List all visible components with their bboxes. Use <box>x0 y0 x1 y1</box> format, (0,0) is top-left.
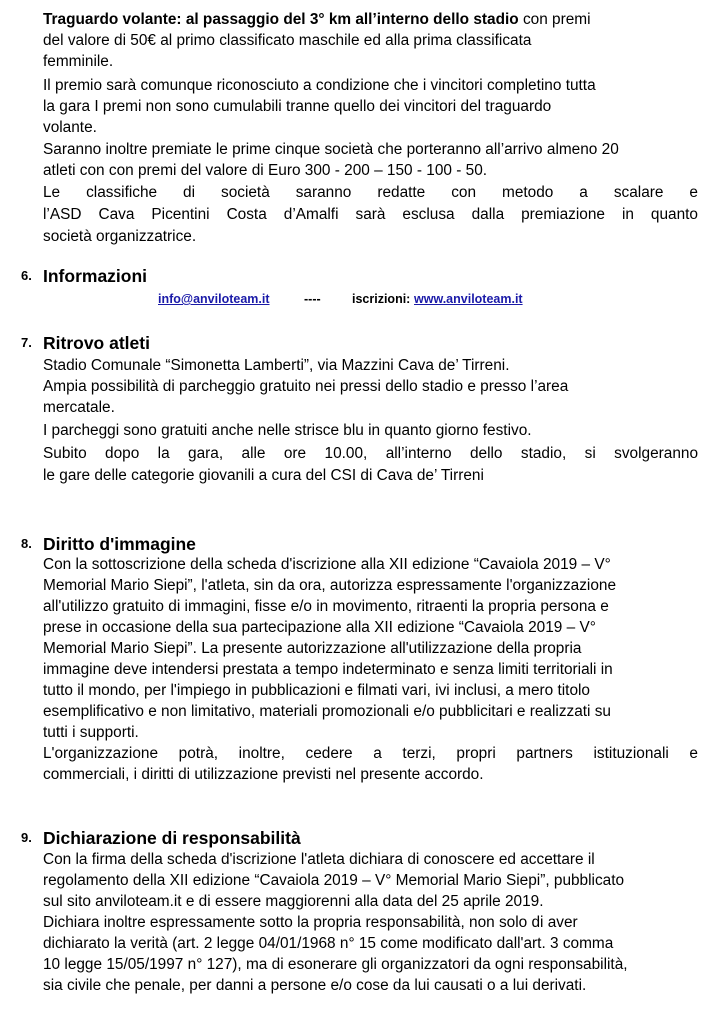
intro-line: la gara I premi non sono cumulabili tranne quello dei vincitori del traguardo <box>43 98 552 115</box>
immagine-line: tutti i supporti. <box>43 724 139 741</box>
responsabilita-line: dichiarato la verità (art. 2 legge 04/01/1968 n° 15 come modificato dall'art. 3 comma <box>43 935 614 952</box>
responsabilita-line: 10 legge 15/05/1997 n° 127), ma di esonerare gli organizzatori da ogni responsabilità, <box>43 956 628 973</box>
immagine-line: Con la sottoscrizione della scheda d'iscrizione alla XII edizione “Cavaiola 2019 – V° <box>43 556 611 573</box>
section-number: 8. <box>21 536 32 551</box>
immagine-line: Memorial Mario Siepi”, l'atleta, sin da ora, autorizza espressamente l'organizzazione <box>43 577 617 594</box>
traguardo-heading: Traguardo volante: al passaggio del 3° km all’interno dello stadio <box>43 11 519 28</box>
section-number: 6. <box>21 268 32 283</box>
info-separator: ---- <box>304 292 321 306</box>
intro-text: con premi <box>518 11 591 28</box>
ritrovo-line: le gare delle categorie giovanili a cura del CSI di Cava de’ Tirreni <box>43 467 484 484</box>
intro-line: atleti con con premi del valore di Euro 300 - 200 – 150 - 100 - 50. <box>43 162 488 179</box>
responsabilita-line: Dichiara inoltre espressamente sotto la propria responsabilità, non solo di aver <box>43 914 578 931</box>
section-title-ritrovo: Ritrovo atleti <box>43 333 150 353</box>
intro-line: società organizzatrice. <box>43 228 197 245</box>
immagine-line: L'organizzazione potrà, inoltre, cedere a terzi, propri partners istituzionali e <box>43 745 698 762</box>
ritrovo-line: Subito dopo la gara, alle ore 10.00, all’interno dello stadio, si svolgeranno <box>43 445 698 462</box>
ritrovo-line: mercatale. <box>43 399 115 416</box>
ritrovo-line: Ampia possibilità di parcheggio gratuito nei pressi dello stadio e presso l’area <box>43 378 569 395</box>
section-title-diritto-immagine: Diritto d'immagine <box>43 534 196 554</box>
iscrizioni-label: iscrizioni: <box>352 292 411 306</box>
ritrovo-line: Stadio Comunale “Simonetta Lamberti”, via Mazzini Cava de’ Tirreni. <box>43 357 510 374</box>
immagine-line: tutto il mondo, per l'impiego in pubblicazioni e filmati vari, ivi inclusi, a mero titolo <box>43 682 590 699</box>
responsabilita-line: Con la firma della scheda d'iscrizione l'atleta dichiara di conoscere ed accettare il <box>43 851 595 868</box>
section-number: 7. <box>21 335 32 350</box>
website-link[interactable]: www.anviloteam.it <box>414 292 523 306</box>
section-number: 9. <box>21 830 32 845</box>
section-title-responsabilita: Dichiarazione di responsabilità <box>43 828 301 848</box>
intro-line: del valore di 50€ al primo classificato maschile ed alla prima classificata <box>43 32 532 49</box>
immagine-line: commerciali, i diritti di utilizzazione previsti nel presente accordo. <box>43 766 484 783</box>
immagine-line: prese in occasione della sua partecipazione alla XII edizione “Cavaiola 2019 – V° <box>43 619 596 636</box>
responsabilita-line: regolamento della XII edizione “Cavaiola 2019 – V° Memorial Mario Siepi”, pubblicato <box>43 872 625 889</box>
intro-line <box>43 9 591 30</box>
email-link[interactable]: info@anviloteam.it <box>158 292 270 306</box>
intro-line: Il premio sarà comunque riconosciuto a condizione che i vincitori completino tutta <box>43 77 596 94</box>
section-title-informazioni: Informazioni <box>43 266 148 286</box>
immagine-line: Memorial Mario Siepi”. La presente autorizzazione all'utilizzazione della propria <box>43 640 582 657</box>
intro-line: Le classifiche di società saranno redatte con metodo a scalare e <box>43 184 698 201</box>
immagine-line: immagine deve intendersi prestata a tempo indeterminato e senza limiti territoriali in <box>43 661 613 678</box>
ritrovo-line: I parcheggi sono gratuiti anche nelle strisce blu in quanto giorno festivo. <box>43 422 532 439</box>
immagine-line: all'utilizzo gratuito di immagini, fisse e/o in movimento, ritraenti la propria persona e <box>43 598 609 615</box>
intro-line: volante. <box>43 119 97 136</box>
intro-line: Saranno inoltre premiate le prime cinque società che porteranno all’arrivo almeno 20 <box>43 141 619 158</box>
responsabilita-line: sul sito anviloteam.it e di essere maggiorenni alla data del 25 aprile 2019. <box>43 893 544 910</box>
immagine-line: esemplificativo e non limitativo, materiali promozionali e/o pubblicitari e realizzati su <box>43 703 611 720</box>
intro-line: femminile. <box>43 53 114 70</box>
intro-line: l’ASD Cava Picentini Costa d’Amalfi sarà esclusa dalla premiazione in quanto <box>43 206 698 223</box>
responsabilita-line: sia civile che penale, per danni a persone e/o cose da lui causati o a lui derivati. <box>43 977 587 994</box>
